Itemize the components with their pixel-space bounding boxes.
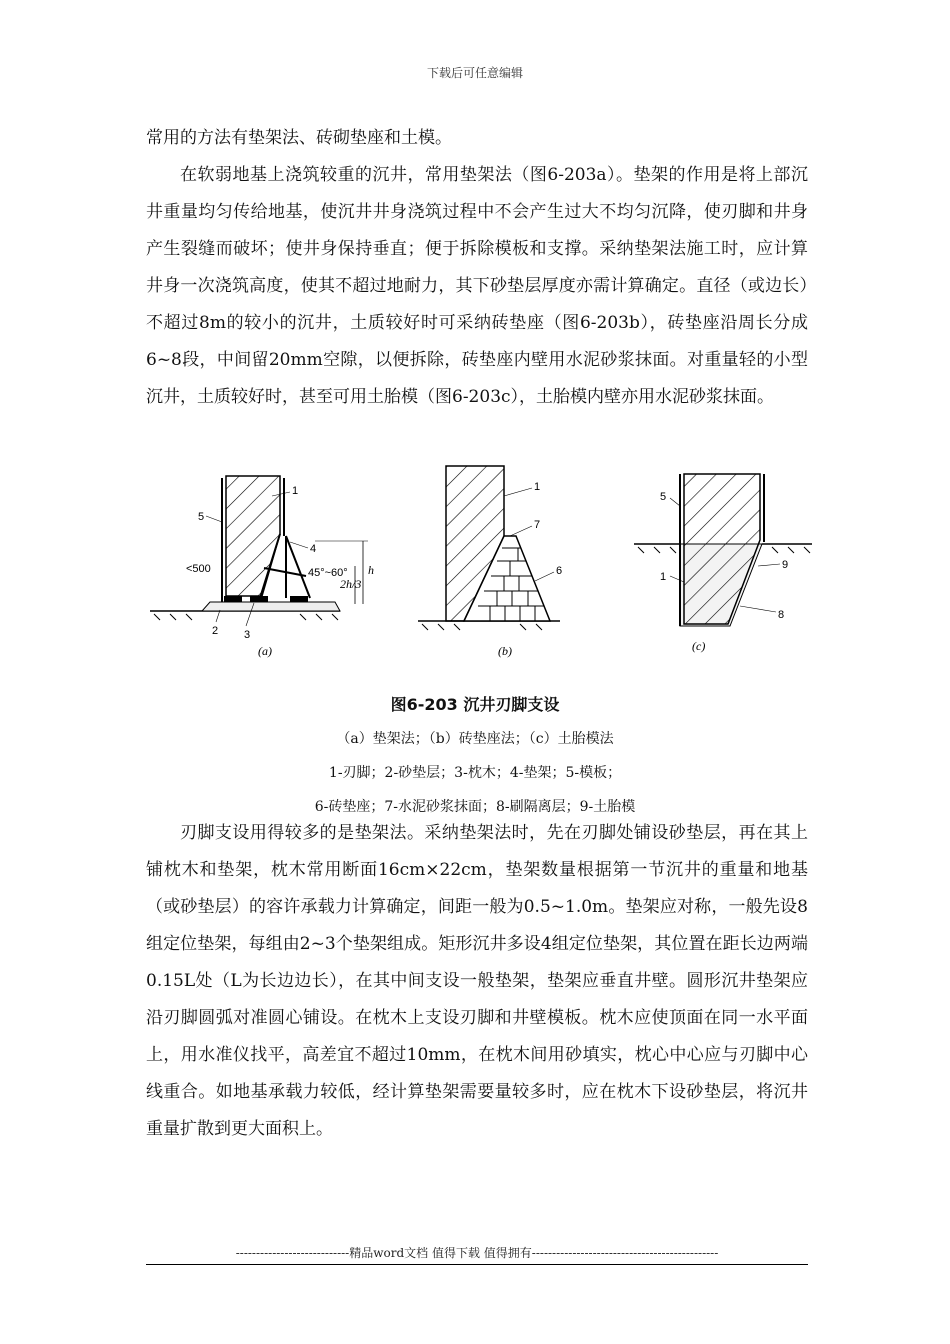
callout-a-5: 5 xyxy=(198,511,205,523)
label-c: (c) xyxy=(692,639,706,653)
page-header: 下载后可任意编辑 xyxy=(426,66,523,80)
callout-a-1: 1 xyxy=(292,485,299,497)
callout-b-1: 1 xyxy=(534,481,541,493)
figure-caption-title: 图6-203 沉井刃脚支设 xyxy=(390,695,560,714)
angle-label: 45°~60° xyxy=(308,567,348,579)
figure-caption-line-3: 6-砖垫座；7-水泥砂浆抹面；8-刷隔离层；9-土胎模 xyxy=(314,799,636,815)
label-a: (a) xyxy=(258,644,272,658)
paragraph-1: 常用的方法有垫架法、砖砌垫座和土模。 xyxy=(146,128,452,148)
callout-b-6: 6 xyxy=(556,565,563,577)
callout-a-3: 3 xyxy=(244,629,251,641)
figure-6-203 xyxy=(140,456,820,661)
paragraph-3: 刃脚支设用得较多的是垫架法。采纳垫架法时，先在刃脚处铺设砂垫层，再在其上铺枕木和垫架，枕木常用断面16cm×22cm，垫架数量根据第一节沉井的重量和地基（或砂垫层）的容许承载力计算确定，间距一般为0.5~1.0m。垫架应对称，一般先设8组定位垫架，每组由2~3个垫架组成。矩形沉井多设4组定位垫架，其位置在距长边两端0.15L处（L为长边边长），在其中间支设一般垫架，垫架应垂直井壁。圆形沉井垫架应沿刃脚圆弧对准圆心铺设。在枕木上支设刃脚和井壁模板。枕木应使顶面在同一水平面上，用水准仪找平，高差宜不超过10mm，在枕木间用砂填实，枕心中心应与刃脚中心线重合。如地基承载力较低，经计算垫架需要量较多时，应在枕木下设砂垫层，将沉井重量扩散到更大面积上。 xyxy=(146,823,808,1139)
page-footer: ----------------------------精品word文档 值得下载 值得拥有---------------------------------------------- xyxy=(146,1244,808,1265)
callout-c-1: 1 xyxy=(660,571,667,583)
diagram-b xyxy=(418,466,562,658)
callout-c-8: 8 xyxy=(778,609,785,621)
callout-a-2: 2 xyxy=(212,625,219,637)
diagram-a xyxy=(150,476,374,658)
callout-c-5: 5 xyxy=(660,491,667,503)
callout-b-7: 7 xyxy=(534,519,541,531)
figure-caption-line-1: （a）垫架法；（b）砖垫座法；（c）土胎模法 xyxy=(336,731,614,747)
dim-h-label: h xyxy=(368,563,374,577)
dim-500-label: <500 xyxy=(186,563,211,575)
figure-drawing xyxy=(140,456,820,661)
callout-a-4: 4 xyxy=(310,543,317,555)
label-b: (b) xyxy=(498,644,512,658)
figure-caption-line-2: 1-刃脚；2-砂垫层；3-枕木；4-垫架；5-模板； xyxy=(328,765,622,781)
callout-c-9: 9 xyxy=(782,559,789,571)
paragraph-2: 在软弱地基上浇筑较重的沉井，常用垫架法（图6-203a）。垫架的作用是将上部沉井重量均匀传给地基，使沉井井身浇筑过程中不会产生过大不均匀沉降，使刃脚和井身产生裂缝而破坏；使井身保持垂直；便于拆除模板和支撑。采纳垫架法施工时，应计算井身一次浇筑高度，使其不超过地耐力，其下砂垫层厚度亦需计算确定。直径（或边长）不超过8m的较小的沉井，土质较好时可采纳砖垫座（图6-203b），砖垫座沿周长分成6~8段，中间留20mm空隙，以便拆除，砖垫座内壁用水泥砂浆抹面。对重量轻的小型沉井，土质较好时，甚至可用土胎模（图6-203c），土胎模内壁亦用水泥砂浆抹面。 xyxy=(146,165,808,407)
dim-2h3-label: 2h/3 xyxy=(340,577,362,591)
diagram-c xyxy=(634,474,812,653)
